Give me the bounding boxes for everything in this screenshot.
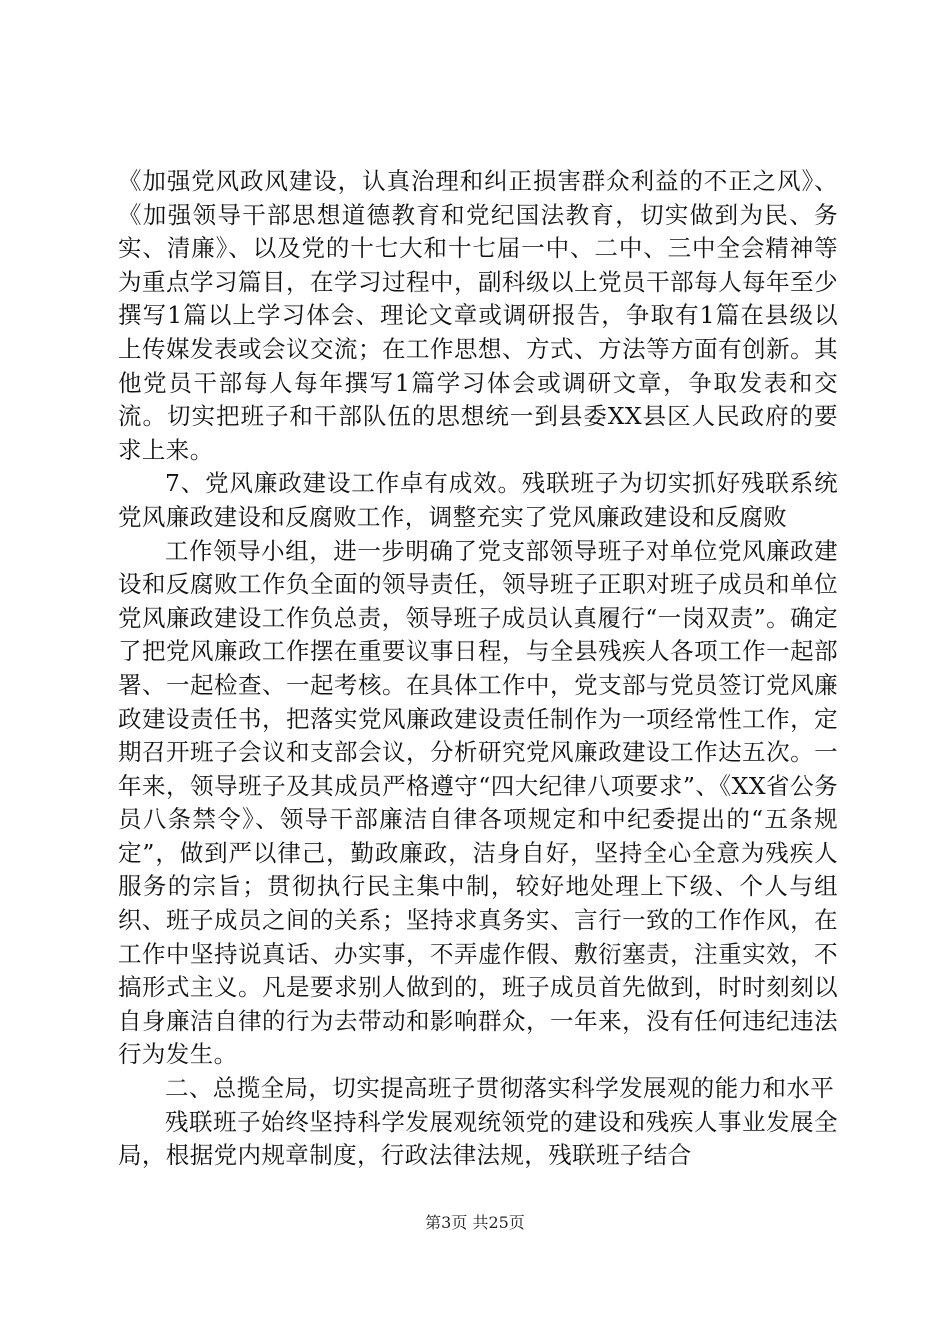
document-body	[118, 165, 838, 1173]
page-footer	[0, 1213, 950, 1233]
paragraph-3: 工作领导小组，进一步明确了党支部领导班子对单位党风廉政建设和反腐败工作负全面的领导责任，领导班子正职对班子成员和单位党风廉政建设工作负总责，领导班子成员认真履行“一岗双责”。确定了把党风廉政工作摆在重要议事日程，与全县残疾人各项工作一起部署、一起检查、一起考核。在具体工作中，党支部与党员签订党风廉政建设责任书，把落实党风廉政建设责任制作为一项经常性工作，定期召开班子会议和支部会议，分析研究党风廉政建设工作达五次。一年来，领导班子及其成员严格遵守“四大纪律八项要求”、《XX省公务员八条禁令》、领导干部廉洁自律各项规定和中纪委提出的“五条规定”，做到严以律己，勤政廉政，洁身自好，坚持全心全意为残疾人服务的宗旨；贯彻执行民主集中制，较好地处理上下级、个人与组织、班子成员之间的关系；坚持求真务实、言行一致的工作作风，在工作中坚持说真话、办实事，不弄虚作假、敷衍塞责，注重实效，不搞形式主义。凡是要求别人做到的，班子成员首先做到，时时刻刻以自身廉洁自律的行为去带动和影响群众，一年来，没有任何违纪违法行为发生。	[118, 536, 838, 1069]
paragraph-1: 《加强党风政风建设，认真治理和纠正损害群众利益的不正之风》、《加强领导干部思想道德教育和党纪国法教育，切实做到为民、务实、清廉》、以及党的十七大和十七届一中、二中、三中全会精神等为重点学习篇目，在学习过程中，副科级以上党员干部每人每年至少撰写1篇以上学习体会、理论文章或调研报告，争取有1篇在县级以上传媒发表或会议交流；在工作思想、方式、方法等方面有创新。其他党员干部每人每年撰写1篇学习体会或调研文章，争取发表和交流。切实把班子和干部队伍的思想统一到县委XX县区人民政府的要求上来。	[118, 167, 838, 464]
page-number: 第3页 共25页	[425, 1213, 525, 1232]
paragraph-2: 7、党风廉政建设工作卓有成效。残联班子为切实抓好残联系统党风廉政建设和反腐败工作，调整充实了党风廉政建设和反腐败	[118, 469, 838, 531]
section-heading: 二、总揽全局，切实提高班子贯彻落实科学发展观的能力和水平	[165, 1074, 835, 1103]
paragraph-5: 残联班子始终坚持科学发展观统领党的建设和残疾人事业发展全局，根据党内规章制度，行政法律法规，残联班子结合	[118, 1107, 838, 1170]
